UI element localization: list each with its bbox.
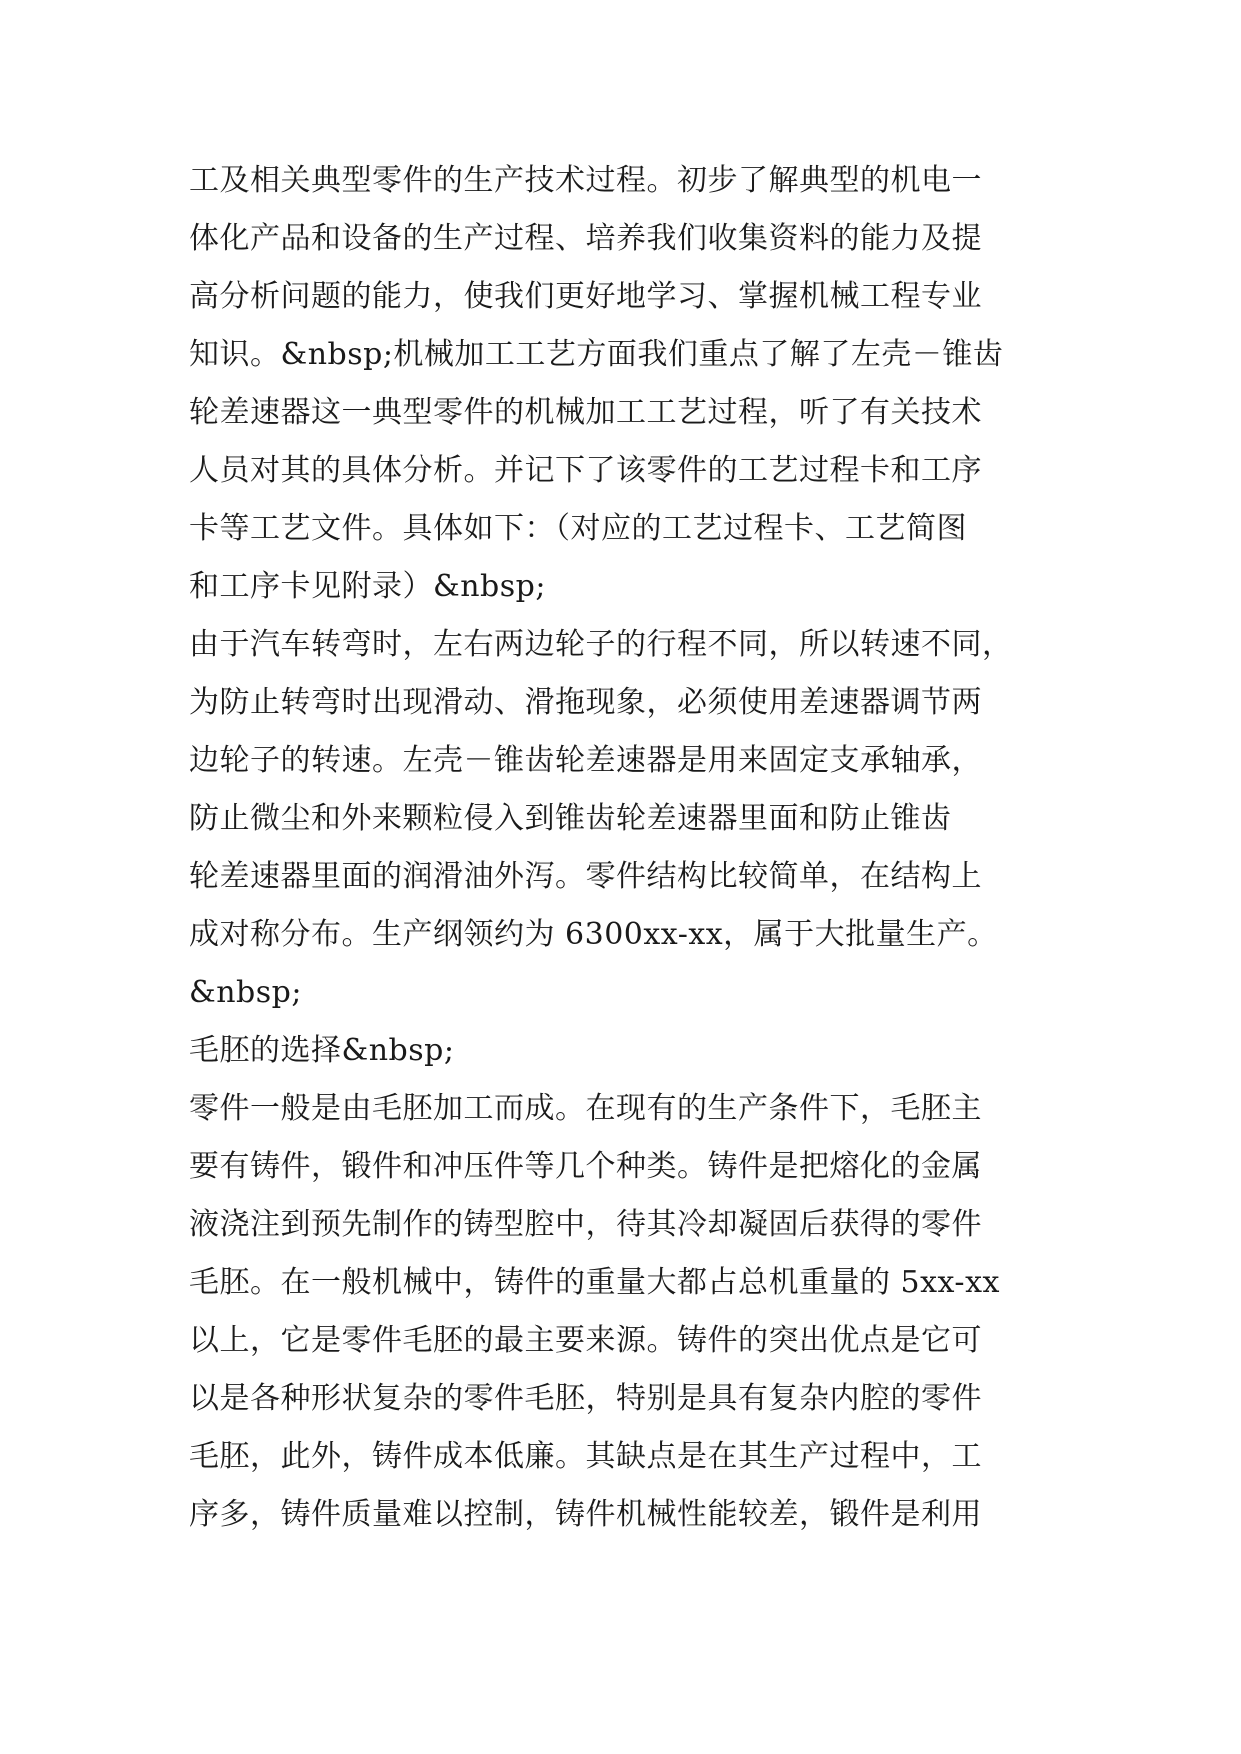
text-line: 成对称分布。生产纲领约为 6300xx-xx，属于大批量生产。 — [189, 917, 998, 952]
text-line: 轮差速器这一典型零件的机械加工工艺过程，听了有关技术 — [189, 395, 982, 430]
text-line: 零件一般是由毛胚加工而成。在现有的生产条件下，毛胚主 — [189, 1091, 982, 1126]
section-heading: 毛胚的选择&nbsp; — [189, 1033, 455, 1068]
text-line: 毛胚。在一般机械中，铸件的重量大都占总机重量的 5xx-xx — [189, 1265, 1000, 1300]
text-line: 以是各种形状复杂的零件毛胚，特别是具有复杂内腔的零件 — [189, 1381, 982, 1416]
text-line: 序多，铸件质量难以控制，铸件机械性能较差，锻件是利用 — [189, 1497, 982, 1532]
text-line: 体化产品和设备的生产过程、培养我们收集资料的能力及提 — [189, 221, 982, 256]
text-line: 由于汽车转弯时，左右两边轮子的行程不同，所以转速不同， — [189, 627, 1013, 662]
text-line: 为防止转弯时出现滑动、滑拖现象，必须使用差速器调节两 — [189, 685, 982, 720]
text-line: 边轮子的转速。左壳－锥齿轮差速器是用来固定支承轴承， — [189, 743, 982, 778]
text-line: 和工序卡见附录）&nbsp; — [189, 569, 546, 604]
text-line: 人员对其的具体分析。并记下了该零件的工艺过程卡和工序 — [189, 453, 982, 488]
text-line: 轮差速器里面的润滑油外泻。零件结构比较简单，在结构上 — [189, 859, 982, 894]
body-text — [189, 152, 1069, 1544]
text-line: 知识。&nbsp;机械加工工艺方面我们重点了解了左壳－锥齿 — [189, 337, 1004, 372]
text-line: 毛胚，此外，铸件成本低廉。其缺点是在其生产过程中，工 — [189, 1439, 982, 1474]
text-line: 以上，它是零件毛胚的最主要来源。铸件的突出优点是它可 — [189, 1323, 982, 1358]
text-line: 防止微尘和外来颗粒侵入到锥齿轮差速器里面和防止锥齿 — [189, 801, 952, 836]
text-line: 高分析问题的能力，使我们更好地学习、掌握机械工程专业 — [189, 279, 982, 314]
text-line: 卡等工艺文件。具体如下：（对应的工艺过程卡、工艺简图 — [189, 511, 967, 546]
text-line: 液浇注到预先制作的铸型腔中，待其冷却凝固后获得的零件 — [189, 1207, 982, 1242]
text-line: 工及相关典型零件的生产技术过程。初步了解典型的机电一 — [189, 163, 982, 198]
text-line: 要有铸件，锻件和冲压件等几个种类。铸件是把熔化的金属 — [189, 1149, 982, 1184]
text-line: &nbsp; — [189, 975, 302, 1010]
